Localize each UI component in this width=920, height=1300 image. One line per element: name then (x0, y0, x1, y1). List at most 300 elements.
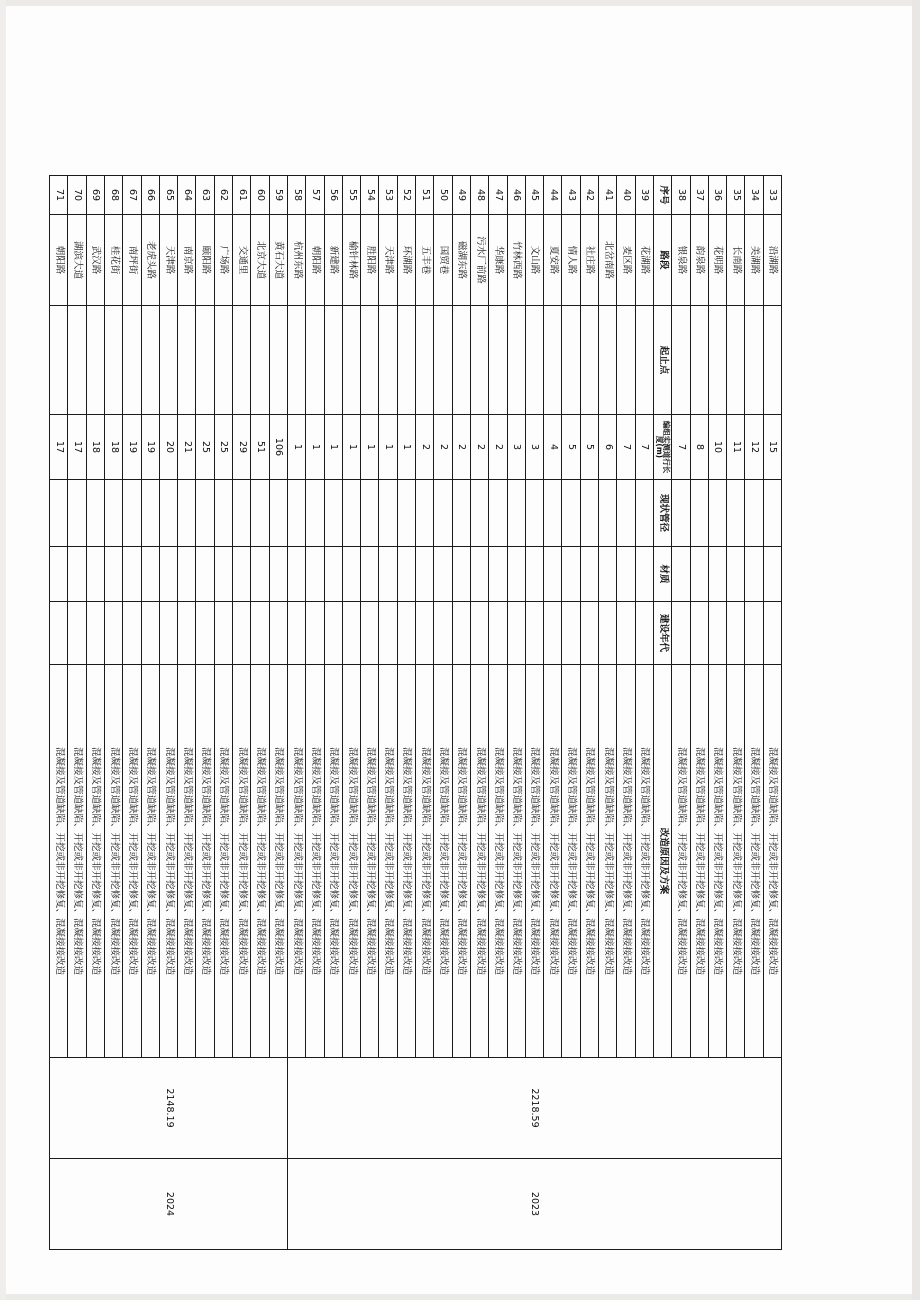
cell-material (306, 547, 324, 602)
cell-point (214, 306, 232, 415)
cell-plan: 混凝接及管道缺陷、开挖或非开挖修复、混凝接接改造 (287, 665, 305, 1058)
cell-build-year (525, 602, 543, 665)
cell-no: 61 (233, 176, 251, 215)
cell-no: 60 (251, 176, 269, 215)
cell-diameter (599, 480, 617, 547)
cell-road: 情人路 (562, 215, 580, 306)
cell-length: 7 (617, 415, 635, 480)
cell-length: 29 (233, 415, 251, 480)
cell-diameter (763, 480, 781, 547)
cell-plan: 混凝接及管道缺陷、开挖或非开挖修复、混凝接接改造 (306, 665, 324, 1058)
cell-no: 65 (159, 176, 177, 215)
cell-no: 50 (434, 176, 452, 215)
cell-plan: 混凝接及管道缺陷、开挖或非开挖修复、混凝接接改造 (525, 665, 543, 1058)
cell-build-year (123, 602, 141, 665)
cell-material (251, 547, 269, 602)
cell-length: 3 (507, 415, 525, 480)
cell-road: 天津路 (379, 215, 397, 306)
cell-point (580, 306, 598, 415)
cell-length: 18 (86, 415, 104, 480)
cell-diameter (470, 480, 488, 547)
cell-no: 34 (745, 176, 763, 215)
cell-build-year (599, 602, 617, 665)
cell-point (105, 306, 123, 415)
cell-build-year (141, 602, 159, 665)
cell-build-year (562, 602, 580, 665)
cell-road: 美湖路 (745, 215, 763, 306)
cell-road: 黄石大道 (269, 215, 287, 306)
header-road: 路段 (653, 215, 671, 306)
cell-no: 70 (68, 176, 86, 215)
cell-length: 20 (159, 415, 177, 480)
cell-length: 4 (544, 415, 562, 480)
cell-remake-year-group-2: 2024 (50, 1159, 288, 1250)
cell-no: 45 (525, 176, 543, 215)
cell-build-year (416, 602, 434, 665)
cell-material (141, 547, 159, 602)
scan-edge-left (0, 0, 6, 1300)
header-length-line1: 编组实测道行长 (662, 420, 672, 474)
cell-diameter (68, 480, 86, 547)
cell-no: 38 (672, 176, 690, 215)
cell-length: 1 (306, 415, 324, 480)
cell-material (196, 547, 214, 602)
cell-no: 52 (397, 176, 415, 215)
cell-build-year (397, 602, 415, 665)
cell-material (507, 547, 525, 602)
cell-road: 社庄路 (580, 215, 598, 306)
cell-build-year (86, 602, 104, 665)
cell-no: 51 (416, 176, 434, 215)
cell-no: 54 (361, 176, 379, 215)
cell-material (269, 547, 287, 602)
cell-length: 17 (50, 415, 68, 480)
cell-diameter (745, 480, 763, 547)
cell-plan: 混凝接及管道缺陷、开挖或非开挖修复、混凝接接改造 (672, 665, 690, 1058)
cell-road: 夏安路 (544, 215, 562, 306)
cell-diameter (434, 480, 452, 547)
cell-plan: 混凝接及管道缺陷、开挖或非开挖修复、混凝接接改造 (196, 665, 214, 1058)
cell-road: 武汉路 (86, 215, 104, 306)
header-length-line2: 度(m) (654, 435, 664, 459)
cell-diameter (708, 480, 726, 547)
cell-point (708, 306, 726, 415)
cell-length: 1 (397, 415, 415, 480)
cell-length: 7 (672, 415, 690, 480)
cell-material (86, 547, 104, 602)
cell-remake-year-group-1: 2023 (287, 1159, 781, 1250)
cell-point (635, 306, 653, 415)
cell-diameter (379, 480, 397, 547)
cell-no: 49 (452, 176, 470, 215)
cell-material (580, 547, 598, 602)
scan-edge-right (912, 0, 920, 1300)
cell-road: 银泉路 (672, 215, 690, 306)
cell-road: 广场路 (214, 215, 232, 306)
cell-plan: 混凝接及管道缺陷、开挖或非开挖修复、混凝接接改造 (342, 665, 360, 1058)
cell-road: 韵泉路 (690, 215, 708, 306)
cell-road: 花湖路 (635, 215, 653, 306)
cell-length: 51 (251, 415, 269, 480)
cell-diameter (580, 480, 598, 547)
cell-length: 2 (470, 415, 488, 480)
cell-diameter (233, 480, 251, 547)
cell-plan: 混凝接及管道缺陷、开挖或非开挖修复、混凝接接改造 (635, 665, 653, 1058)
cell-plan: 混凝接及管道缺陷、开挖或非开挖修复、混凝接接改造 (599, 665, 617, 1058)
cell-material (68, 547, 86, 602)
cell-plan: 混凝接及管道缺陷、开挖或非开挖修复、混凝接接改造 (141, 665, 159, 1058)
cell-plan: 混凝接及管道缺陷、开挖或非开挖修复、混凝接接改造 (562, 665, 580, 1058)
cell-diameter (452, 480, 470, 547)
cell-diameter (416, 480, 434, 547)
cell-diameter (86, 480, 104, 547)
cell-point (470, 306, 488, 415)
cell-plan: 混凝接及管道缺陷、开挖或非开挖修复、混凝接接改造 (50, 665, 68, 1058)
cell-build-year (763, 602, 781, 665)
cell-plan: 混凝接及管道缺陷、开挖或非开挖修复、混凝接接改造 (251, 665, 269, 1058)
cell-plan: 混凝接及管道缺陷、开挖或非开挖修复、混凝接接改造 (86, 665, 104, 1058)
cell-length: 1 (379, 415, 397, 480)
cell-road: 南坪街 (123, 215, 141, 306)
cell-length: 21 (178, 415, 196, 480)
cell-build-year (159, 602, 177, 665)
cell-build-year (580, 602, 598, 665)
cell-build-year (617, 602, 635, 665)
cell-road: 北京大道 (251, 215, 269, 306)
cell-road: 榆针林路 (342, 215, 360, 306)
cell-no: 48 (470, 176, 488, 215)
cell-point (196, 306, 214, 415)
cell-point (287, 306, 305, 415)
cell-build-year (68, 602, 86, 665)
cell-length: 25 (214, 415, 232, 480)
cell-plan: 混凝接及管道缺陷、开挖或非开挖修复、混凝接接改造 (379, 665, 397, 1058)
cell-material (361, 547, 379, 602)
cell-diameter (324, 480, 342, 547)
cell-plan: 混凝接及管道缺陷、开挖或非开挖修复、混凝接接改造 (416, 665, 434, 1058)
cell-point (544, 306, 562, 415)
cell-road: 环湖路 (397, 215, 415, 306)
cell-material (525, 547, 543, 602)
cell-road: 麦区路 (617, 215, 635, 306)
cell-no: 59 (269, 176, 287, 215)
cell-material (635, 547, 653, 602)
cell-material (745, 547, 763, 602)
cell-plan: 混凝接及管道缺陷、开挖或非开挖修复、混凝接接改造 (727, 665, 745, 1058)
cell-build-year (306, 602, 324, 665)
scan-edge-bottom (0, 1294, 920, 1300)
cell-diameter (269, 480, 287, 547)
cell-plan: 混凝接及管道缺陷、开挖或非开挖修复、混凝接接改造 (397, 665, 415, 1058)
cell-build-year (50, 602, 68, 665)
cell-diameter (251, 480, 269, 547)
cell-no: 64 (178, 176, 196, 215)
scan-edge-top (0, 0, 920, 6)
cell-diameter (617, 480, 635, 547)
cell-road: 南京路 (178, 215, 196, 306)
cell-point (178, 306, 196, 415)
cell-diameter (544, 480, 562, 547)
cell-material (123, 547, 141, 602)
cell-build-year (672, 602, 690, 665)
cell-diameter (672, 480, 690, 547)
cell-length: 2 (489, 415, 507, 480)
cell-plan: 混凝接及管道缺陷、开挖或非开挖修复、混凝接接改造 (580, 665, 598, 1058)
cell-length: 10 (708, 415, 726, 480)
cell-length: 2 (452, 415, 470, 480)
cell-length: 17 (68, 415, 86, 480)
cell-build-year (196, 602, 214, 665)
cell-material (690, 547, 708, 602)
cell-diameter (525, 480, 543, 547)
cell-road: 北岔南路 (599, 215, 617, 306)
cell-point (452, 306, 470, 415)
cell-material (324, 547, 342, 602)
cell-diameter (141, 480, 159, 547)
cell-length: 2 (416, 415, 434, 480)
cell-plan: 混凝接及管道缺陷、开挖或非开挖修复、混凝接接改造 (214, 665, 232, 1058)
cell-length: 1 (342, 415, 360, 480)
cell-no: 67 (123, 176, 141, 215)
cell-build-year (507, 602, 525, 665)
cell-diameter (489, 480, 507, 547)
cell-road: 杭州东路 (287, 215, 305, 306)
cell-diameter (342, 480, 360, 547)
header-material: 材质 (653, 547, 671, 602)
cell-plan: 混凝接及管道缺陷、开挖或非开挖修复、混凝接接改造 (324, 665, 342, 1058)
cell-material (416, 547, 434, 602)
cell-build-year (361, 602, 379, 665)
header-point: 起止点 (653, 306, 671, 415)
cell-no: 47 (489, 176, 507, 215)
cell-road: 华康路 (489, 215, 507, 306)
cell-material (379, 547, 397, 602)
cell-diameter (287, 480, 305, 547)
cell-build-year (251, 602, 269, 665)
cell-plan: 混凝接及管道缺陷、开挖或非开挖修复、混凝接接改造 (105, 665, 123, 1058)
cell-road: 湖滨大道 (68, 215, 86, 306)
cell-material (672, 547, 690, 602)
cell-road: 天津路 (159, 215, 177, 306)
table-row (763, 176, 781, 1250)
cell-plan: 混凝接及管道缺陷、开挖或非开挖修复、混凝接接改造 (452, 665, 470, 1058)
cell-point (233, 306, 251, 415)
cell-no: 57 (306, 176, 324, 215)
cell-diameter (690, 480, 708, 547)
cell-plan: 混凝接及管道缺陷、开挖或非开挖修复、混凝接接改造 (68, 665, 86, 1058)
rotated-table-container (53, 175, 782, 1247)
cell-length: 1 (324, 415, 342, 480)
cell-material (617, 547, 635, 602)
cell-plan: 混凝接及管道缺陷、开挖或非开挖修复、混凝接接改造 (617, 665, 635, 1058)
cell-material (178, 547, 196, 602)
cell-build-year (342, 602, 360, 665)
cell-build-year (105, 602, 123, 665)
cell-diameter (50, 480, 68, 547)
cell-length: 5 (580, 415, 598, 480)
cell-plan: 混凝接及管道缺陷、开挖或非开挖修复、混凝接接改造 (123, 665, 141, 1058)
cell-length: 19 (141, 415, 159, 480)
cell-build-year (489, 602, 507, 665)
cell-material (452, 547, 470, 602)
cell-diameter (562, 480, 580, 547)
cell-build-year (434, 602, 452, 665)
header-plan: 改造原因及方案 (653, 665, 671, 1058)
cell-length: 2 (434, 415, 452, 480)
cell-material (599, 547, 617, 602)
cell-diameter (123, 480, 141, 547)
cell-no: 58 (287, 176, 305, 215)
cell-point (159, 306, 177, 415)
cell-plan: 混凝接及管道缺陷、开挖或非开挖修复、混凝接接改造 (544, 665, 562, 1058)
cell-length: 25 (196, 415, 214, 480)
cell-diameter (178, 480, 196, 547)
cell-point (562, 306, 580, 415)
cell-length: 6 (599, 415, 617, 480)
cell-road: 五丰巷 (416, 215, 434, 306)
cell-material (727, 547, 745, 602)
cell-material (233, 547, 251, 602)
cell-material (342, 547, 360, 602)
pipeline-renovation-table (49, 175, 782, 1250)
cell-material (470, 547, 488, 602)
cell-build-year (452, 602, 470, 665)
cell-plan: 混凝接及管道缺陷、开挖或非开挖修复、混凝接接改造 (470, 665, 488, 1058)
cell-road: 朝阳路 (306, 215, 324, 306)
cell-material (159, 547, 177, 602)
cell-length: 8 (690, 415, 708, 480)
cell-material (544, 547, 562, 602)
cell-build-year (324, 602, 342, 665)
header-build-year: 建设年代 (653, 602, 671, 665)
cell-no: 33 (763, 176, 781, 215)
cell-road: 朝阳路 (50, 215, 68, 306)
cell-amount-group-2: 2148.19 (50, 1058, 288, 1159)
cell-build-year (269, 602, 287, 665)
cell-point (361, 306, 379, 415)
cell-build-year (690, 602, 708, 665)
cell-length: 7 (635, 415, 653, 480)
cell-plan: 混凝接及管道缺陷、开挖或非开挖修复、混凝接接改造 (269, 665, 287, 1058)
cell-plan: 混凝接及管道缺陷、开挖或非开挖修复、混凝接接改造 (763, 665, 781, 1058)
cell-material (287, 547, 305, 602)
cell-build-year (214, 602, 232, 665)
cell-point (141, 306, 159, 415)
cell-build-year (544, 602, 562, 665)
cell-diameter (105, 480, 123, 547)
cell-no: 69 (86, 176, 104, 215)
cell-build-year (727, 602, 745, 665)
cell-no: 42 (580, 176, 598, 215)
cell-plan: 混凝接及管道缺陷、开挖或非开挖修复、混凝接接改造 (233, 665, 251, 1058)
cell-build-year (745, 602, 763, 665)
cell-point (269, 306, 287, 415)
cell-no: 37 (690, 176, 708, 215)
cell-material (105, 547, 123, 602)
cell-build-year (178, 602, 196, 665)
cell-material (562, 547, 580, 602)
cell-length: 106 (269, 415, 287, 480)
cell-no: 56 (324, 176, 342, 215)
cell-point (763, 306, 781, 415)
cell-length: 18 (105, 415, 123, 480)
cell-road: 颐阳路 (196, 215, 214, 306)
cell-road: 竹林西路 (507, 215, 525, 306)
cell-point (525, 306, 543, 415)
table-row (269, 176, 287, 1250)
cell-length: 3 (525, 415, 543, 480)
cell-point (727, 306, 745, 415)
cell-point (379, 306, 397, 415)
cell-diameter (727, 480, 745, 547)
header-length (653, 415, 671, 480)
cell-material (434, 547, 452, 602)
cell-build-year (233, 602, 251, 665)
cell-no: 71 (50, 176, 68, 215)
cell-material (489, 547, 507, 602)
cell-no: 43 (562, 176, 580, 215)
cell-no: 44 (544, 176, 562, 215)
cell-material (397, 547, 415, 602)
cell-diameter (196, 480, 214, 547)
cell-plan: 混凝接及管道缺陷、开挖或非开挖修复、混凝接接改造 (434, 665, 452, 1058)
cell-plan: 混凝接及管道缺陷、开挖或非开挖修复、混凝接接改造 (745, 665, 763, 1058)
cell-point (68, 306, 86, 415)
cell-point (690, 306, 708, 415)
cell-point (397, 306, 415, 415)
cell-length: 1 (287, 415, 305, 480)
cell-plan: 混凝接及管道缺陷、开挖或非开挖修复、混凝接接改造 (507, 665, 525, 1058)
cell-no: 46 (507, 176, 525, 215)
cell-road: 长南路 (727, 215, 745, 306)
cell-no: 62 (214, 176, 232, 215)
cell-point (617, 306, 635, 415)
cell-no: 53 (379, 176, 397, 215)
cell-no: 39 (635, 176, 653, 215)
cell-no: 68 (105, 176, 123, 215)
cell-no: 36 (708, 176, 726, 215)
cell-road: 交通里 (233, 215, 251, 306)
cell-point (416, 306, 434, 415)
cell-amount-group-1: 2218.59 (287, 1058, 781, 1159)
cell-road: 花明路 (708, 215, 726, 306)
cell-diameter (306, 480, 324, 547)
cell-diameter (214, 480, 232, 547)
cell-build-year (635, 602, 653, 665)
cell-plan: 混凝接及管道缺陷、开挖或非开挖修复、混凝接接改造 (361, 665, 379, 1058)
cell-length: 12 (745, 415, 763, 480)
cell-build-year (379, 602, 397, 665)
cell-road: 桂花街 (105, 215, 123, 306)
cell-plan: 混凝接及管道缺陷、开挖或非开挖修复、混凝接接改造 (708, 665, 726, 1058)
cell-length: 5 (562, 415, 580, 480)
cell-point (489, 306, 507, 415)
cell-point (324, 306, 342, 415)
header-no: 序号 (653, 176, 671, 215)
cell-no: 35 (727, 176, 745, 215)
cell-no: 55 (342, 176, 360, 215)
cell-point (507, 306, 525, 415)
cell-material (763, 547, 781, 602)
cell-road: 老虎头路 (141, 215, 159, 306)
cell-no: 66 (141, 176, 159, 215)
cell-material (214, 547, 232, 602)
cell-diameter (361, 480, 379, 547)
cell-no: 63 (196, 176, 214, 215)
cell-length: 15 (763, 415, 781, 480)
cell-road: 文山路 (525, 215, 543, 306)
cell-diameter (507, 480, 525, 547)
